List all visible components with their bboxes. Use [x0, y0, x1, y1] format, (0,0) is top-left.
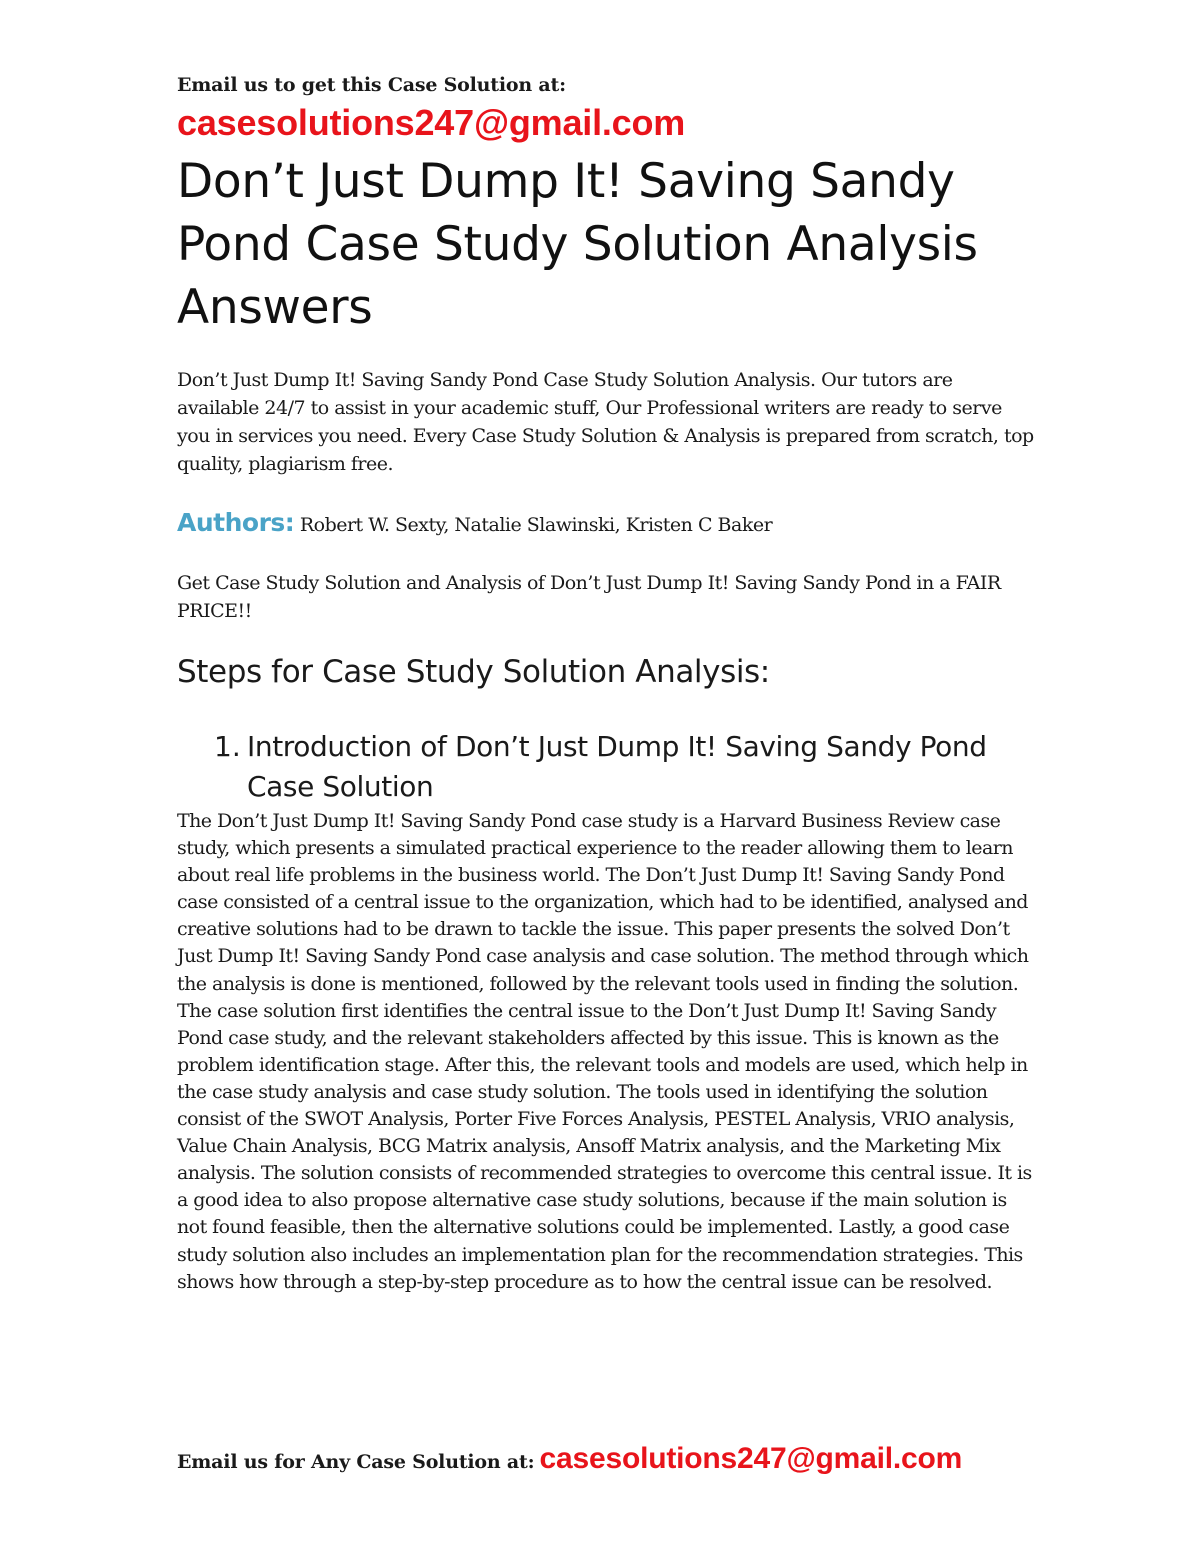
step-number: 1.	[214, 730, 241, 763]
authors-names: Robert W. Sexty, Natalie Slawinski, Kristen C Baker	[299, 514, 773, 536]
email-link-bottom[interactable]: casesolutions247@gmail.com	[539, 1442, 963, 1475]
steps-heading: Steps for Case Study Solution Analysis:	[177, 654, 770, 690]
email-link-top[interactable]: casesolutions247@gmail.com	[177, 102, 686, 143]
intro-paragraph: Don’t Just Dump It! Saving Sandy Pond Case Study Solution Analysis. Our tutors are available 24/7 to assist in your academic stuff, Our Professional writers are ready to serve you in services you need. Every Case Study Solution & Analysis is prepared from scratch, top quality, plagiarism free.	[177, 369, 1034, 475]
footer-email-line	[177, 1442, 962, 1476]
email-prompt-label: Email us to get this Case Solution at:	[177, 74, 566, 96]
authors-label: Authors:	[177, 508, 295, 537]
body-text	[177, 808, 1037, 1296]
step-title: Introduction of Don’t Just Dump It! Saving Sandy Pond Case Solution	[247, 730, 987, 803]
document-page	[177, 0, 1037, 1553]
body-paragraph-1: The Don’t Just Dump It! Saving Sandy Pond case study is a Harvard Business Review case study, which presents a simulated practical experience to the reader allowing them to learn about real life problems in the business world. The Don’t Just Dump It! Saving Sandy Pond case consisted of a central issue to the organization, which had to be identified, analysed and creative solutions had to be drawn to tackle the issue. This paper presents the solved Don’t Just Dump It! Saving Sandy Pond case analysis and case solution. The method through which the analysis is done is mentioned, followed by the relevant tools used in finding the solution.	[177, 810, 1029, 995]
body-paragraph-2: The case solution first identifies the central issue to the Don’t Just Dump It! Saving Sandy Pond case study, and the relevant stakeholders affected by this issue. This is known as the problem identification stage. After this, the relevant tools and models are used, which help in the case study analysis and case study solution. The tools used in identifying the solution consist of the SWOT Analysis, Porter Five Forces Analysis, PESTEL Analysis, VRIO analysis, Value Chain Analysis, BCG Matrix analysis, Ansoff Matrix analysis, and the Marketing Mix analysis. The solution consists of recommended strategies to overcome this central issue. It is a good idea to also propose alternative case study solutions, because if the main solution is not found feasible, then the alternative solutions could be implemented. Lastly, a good case study solution also includes an implementation plan for the recommendation strategies. This shows how through a step-by-step procedure as to how the central issue can be resolved.	[177, 999, 1032, 1293]
document-title: Don’t Just Dump It! Saving Sandy Pond Case Study Solution Analysis Answers	[177, 154, 978, 335]
get-case-paragraph: Get Case Study Solution and Analysis of Don’t Just Dump It! Saving Sandy Pond in a FAIR PRICE!!	[177, 572, 1001, 622]
footer-email-label: Email us for Any Case Solution at:	[177, 1451, 535, 1473]
authors-line	[177, 508, 772, 537]
